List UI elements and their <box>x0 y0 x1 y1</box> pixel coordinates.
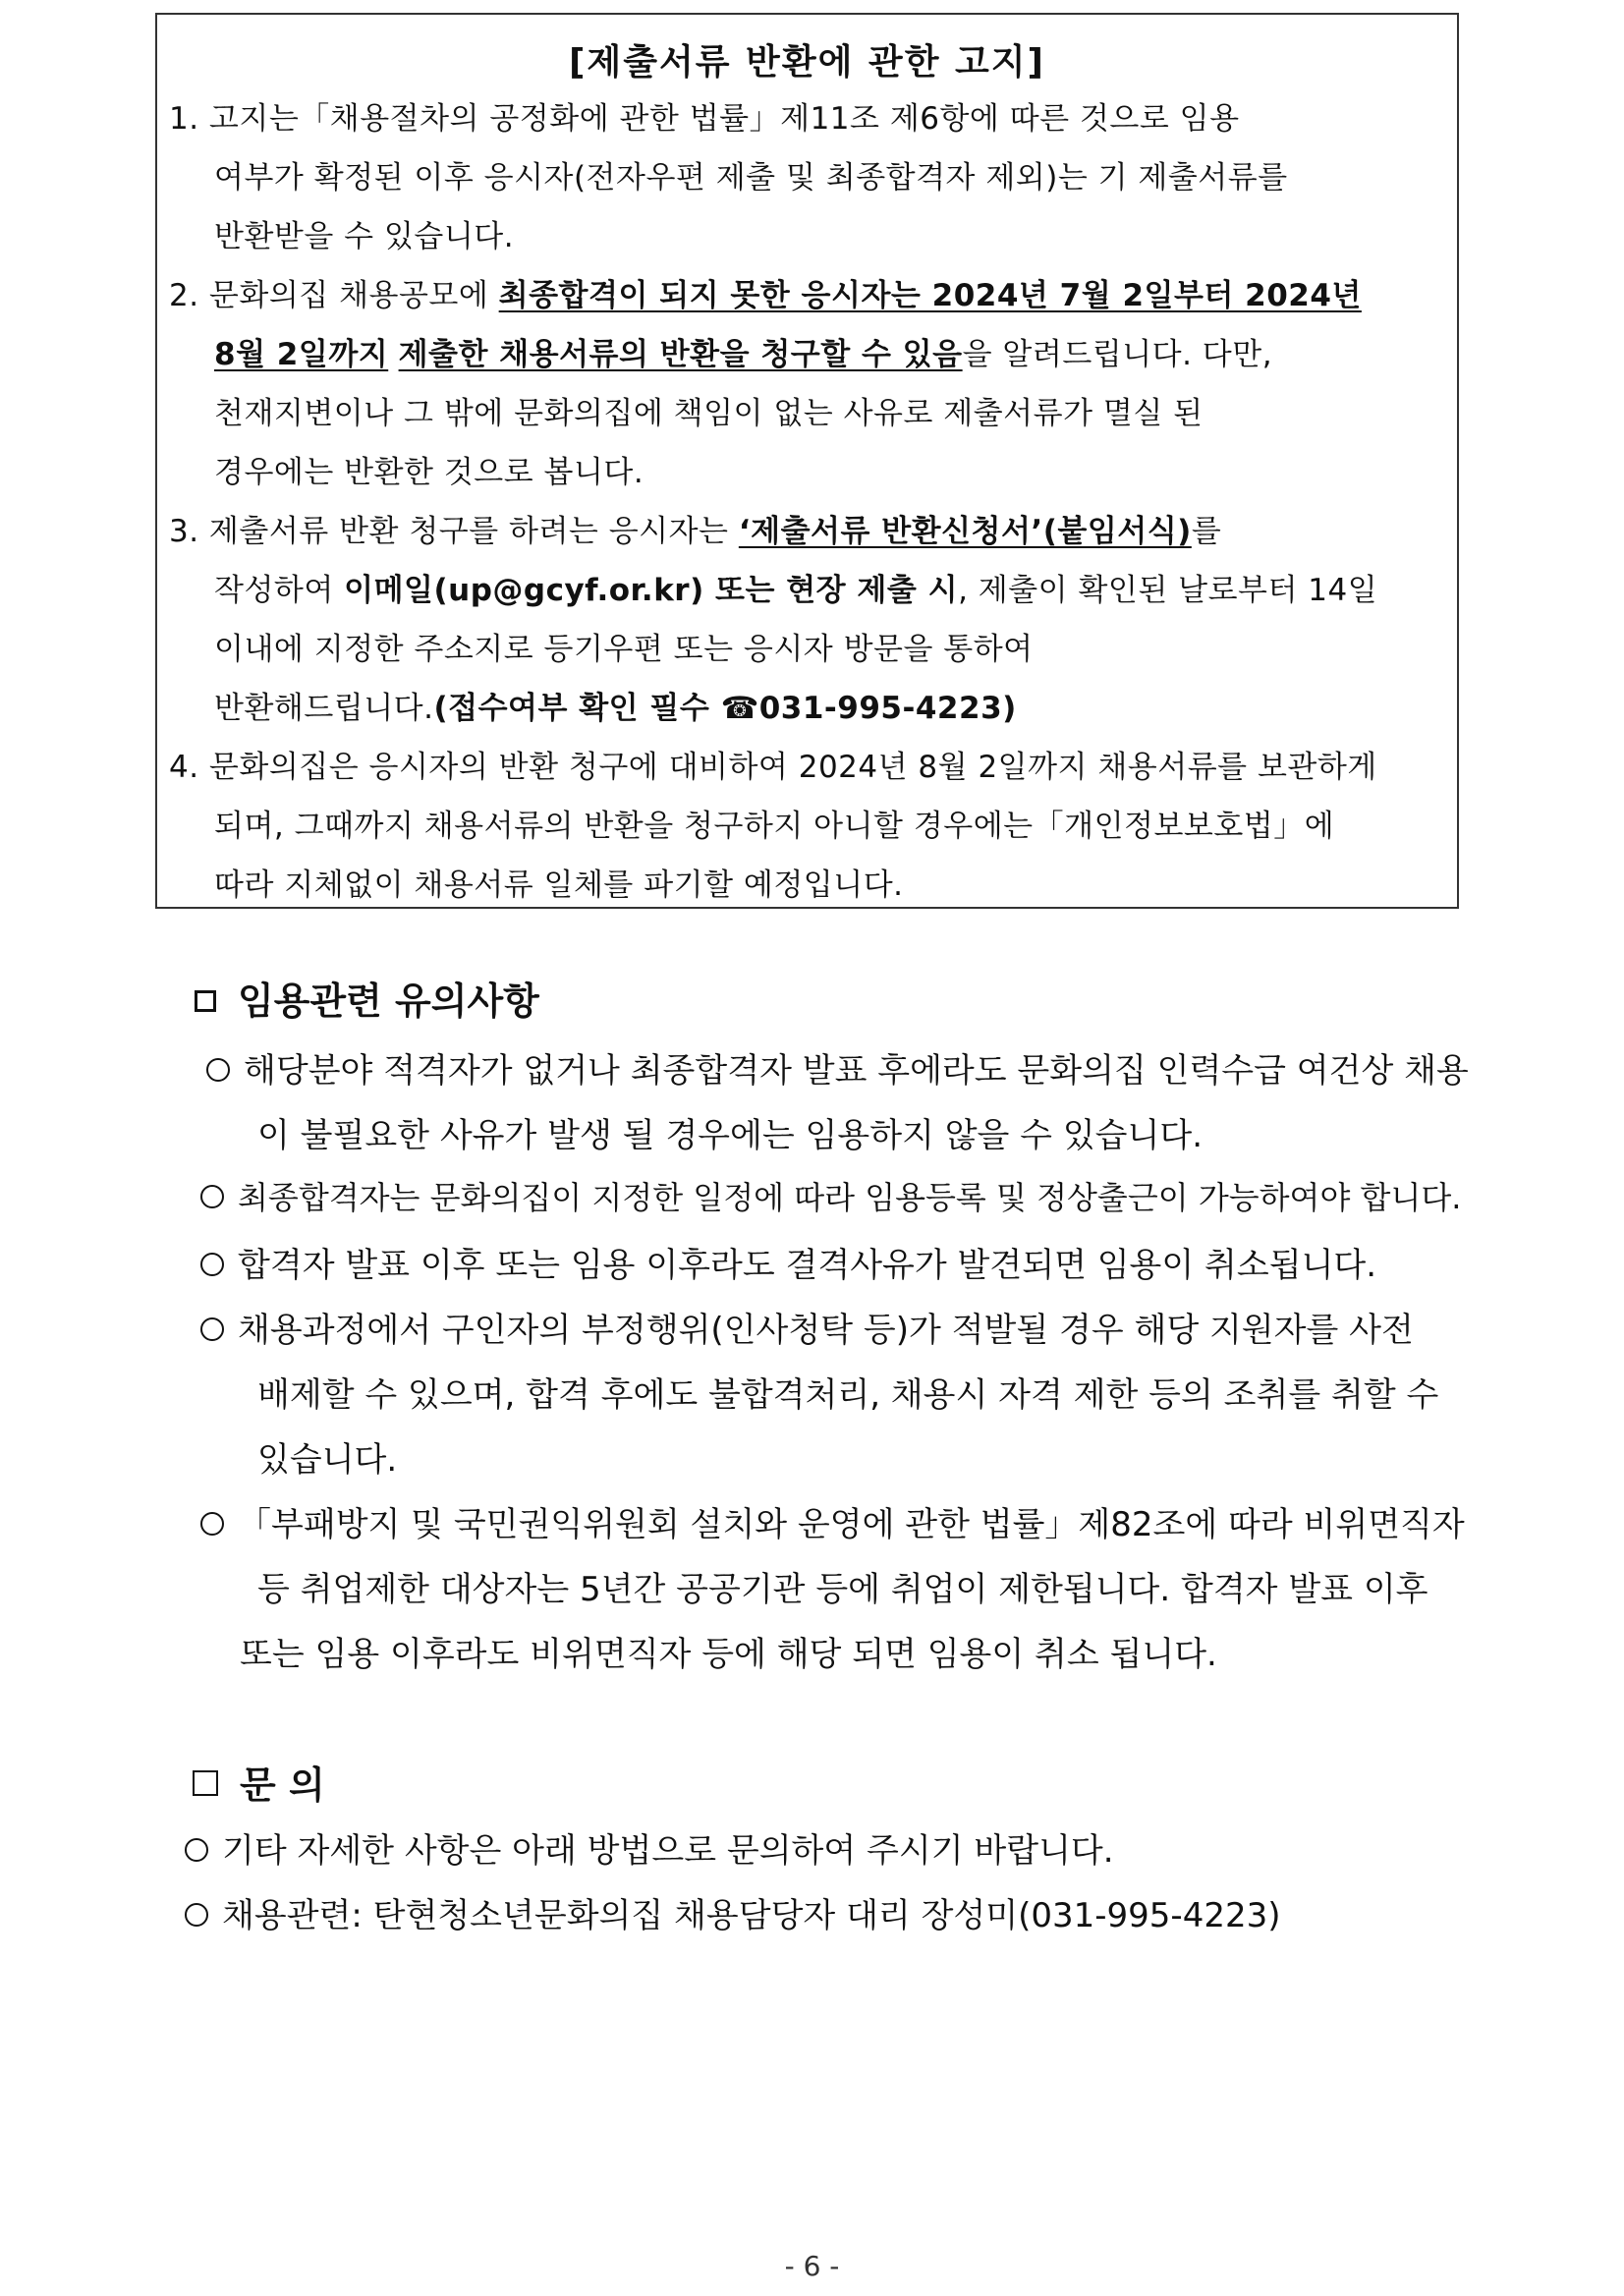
page-number: - 6 - <box>784 2250 840 2282</box>
notice-item-3-line-1 <box>169 506 1221 550</box>
notice-item-2-line-2-tail: 을 알려드립니다. 다만, <box>962 337 1273 372</box>
notice-item-1-line-1: 1. 고지는「채용절차의 공정화에 관한 법률」제11조 제6항에 따른 것으로 임용 <box>169 101 1240 137</box>
notice-item-2-emphasis: 최종합격이 되지 못한 응시자는 2024년 7월 2일부터 2024년 <box>498 278 1362 313</box>
notice-item-4-line-1: 4. 문화의집은 응시자의 반환 청구에 대비하여 2024년 8월 2일까지 채용서류를 보관하게 <box>169 750 1377 785</box>
notice-item-3-line-3: 이내에 지정한 주소지로 등기우편 또는 응시자 방문을 통하여 <box>214 632 1034 667</box>
notice-item-2-line-2 <box>214 329 1272 373</box>
square-bullet-icon <box>193 1770 218 1796</box>
caution-item-3 <box>200 1238 1376 1286</box>
notice-item-3-phone: (접수여부 확인 필수 ☎031-995-4223) <box>433 691 1017 726</box>
inquiry-item-2-text: 채용관련: 탄현청소년문화의집 채용담당자 대리 장성미(031-995-4223) <box>222 1896 1281 1935</box>
caution-item-1-line-2: 이 불필요한 사유가 발생 될 경우에는 임용하지 않을 수 있습니다. <box>257 1116 1204 1155</box>
circle-bullet-icon <box>206 1058 230 1082</box>
circle-bullet-icon <box>185 1903 208 1927</box>
notice-title: [제출서류 반환에 관한 고지] <box>568 42 1046 83</box>
notice-item-1-line-3: 반환받을 수 있습니다. <box>214 219 515 254</box>
notice-box <box>155 13 1459 909</box>
notice-item-4-line-3: 따라 지체없이 채용서류 일체를 파기할 예정입니다. <box>214 868 904 903</box>
caution-item-4-line-1 <box>200 1303 1414 1351</box>
notice-item-3-line-4-text: 반환해드립니다. <box>214 691 434 726</box>
caution-item-5-line-1 <box>200 1497 1465 1545</box>
inquiry-heading-text: 문 의 <box>240 1764 325 1807</box>
inquiry-item-1-text: 기타 자세한 사항은 아래 방법으로 문의하여 주시기 바랍니다. <box>222 1831 1114 1871</box>
circle-bullet-icon <box>185 1838 208 1862</box>
caution-heading-text: 임용관련 유의사항 <box>238 980 539 1023</box>
inquiry-item-2 <box>185 1888 1280 1936</box>
notice-item-4-line-2: 되며, 그때까지 채용서류의 반환을 청구하지 아니할 경우에는「개인정보보호법」에 <box>214 809 1335 844</box>
inquiry-item-1 <box>185 1823 1114 1872</box>
square-bullet-icon <box>195 990 216 1012</box>
notice-item-3-line-2-text: 작성하여 <box>214 573 345 608</box>
caution-item-1-line-1 <box>206 1043 1469 1092</box>
caution-item-5-line-2: 등 취업제한 대상자는 5년간 공공기관 등에 취업이 제한됩니다. 합격자 발표 이후 <box>257 1570 1428 1609</box>
caution-heading <box>195 971 539 1025</box>
notice-item-1-line-2: 여부가 확정된 이후 응시자(전자우편 제출 및 최종합격자 제외)는 기 제출서류를 <box>214 160 1288 196</box>
caution-item-3-text: 합격자 발표 이후 또는 임용 이후라도 결격사유가 발견되면 임용이 취소됩니다. <box>238 1246 1377 1285</box>
notice-item-3-line-1-text: 3. 제출서류 반환 청구를 하려는 응시자는 <box>169 514 739 549</box>
notice-item-2-line-1-text: 2. 문화의집 채용공모에 <box>169 278 499 313</box>
caution-item-5-text: 「부패방지 및 국민권익위원회 설치와 운영에 관한 법률」제82조에 따라 비위면직자 <box>238 1505 1465 1544</box>
notice-item-2-claim: 제출한 채용서류의 반환을 청구할 수 있음 <box>398 337 963 372</box>
caution-item-1-text: 해당분야 적격자가 없거나 최종합격자 발표 후에라도 문화의집 인력수급 여건상 채용 <box>244 1051 1469 1091</box>
caution-item-2 <box>200 1173 1461 1218</box>
caution-item-2-text: 최종합격자는 문화의집이 지정한 일정에 따라 임용등록 및 정상출근이 가능하여야 합니다. <box>238 1179 1462 1216</box>
notice-item-3-line-4 <box>214 683 1017 727</box>
notice-item-2-line-3: 천재지변이나 그 밖에 문화의집에 책임이 없는 사유로 제출서류가 멸실 된 <box>214 396 1204 431</box>
circle-bullet-icon <box>200 1317 224 1341</box>
notice-item-2-date-end: 8월 2일까지 <box>214 337 389 372</box>
inquiry-heading <box>193 1755 325 1809</box>
circle-bullet-icon <box>200 1512 224 1536</box>
notice-item-2-line-4: 경우에는 반환한 것으로 봅니다. <box>214 455 644 490</box>
notice-item-2-line-1 <box>169 270 1362 314</box>
caution-item-4-text: 채용과정에서 구인자의 부정행위(인사청탁 등)가 적발될 경우 해당 지원자를 사전 <box>238 1311 1414 1350</box>
notice-item-3-line-2-tail: , 제출이 확인된 날로부터 14일 <box>958 573 1378 608</box>
caution-item-5-line-3: 또는 임용 이후라도 비위면직자 등에 해당 되면 임용이 취소 됩니다. <box>240 1635 1217 1674</box>
notice-item-3-line-2 <box>214 565 1377 609</box>
notice-item-3-form-name: ‘제출서류 반환신청서’(붙임서식) <box>738 514 1192 549</box>
caution-item-4-line-2: 배제할 수 있으며, 합격 후에도 불합격처리, 채용시 자격 제한 등의 조취를 취할 수 <box>257 1375 1439 1415</box>
notice-item-3-email: 이메일(up@gcyf.or.kr) 또는 현장 제출 시 <box>344 573 959 608</box>
caution-item-4-line-3: 있습니다. <box>257 1440 398 1480</box>
circle-bullet-icon <box>200 1185 224 1208</box>
notice-item-3-line-1-tail: 를 <box>1191 514 1222 549</box>
notice-item-2-space <box>388 337 398 372</box>
circle-bullet-icon <box>200 1253 224 1276</box>
